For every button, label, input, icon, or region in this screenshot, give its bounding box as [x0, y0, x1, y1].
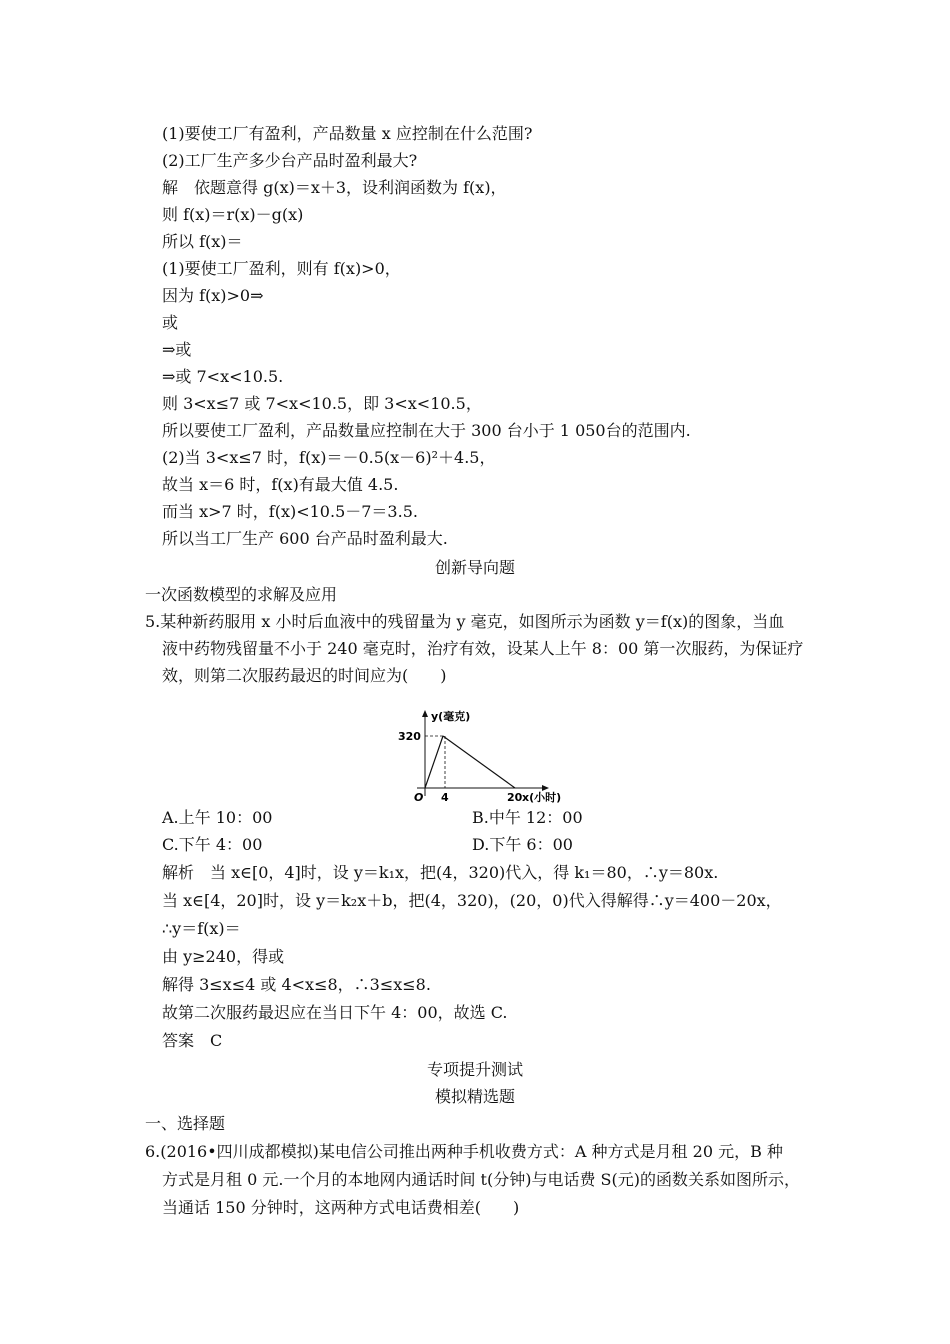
text-line: 或 [162, 313, 179, 332]
function-graph [395, 704, 562, 804]
answer-line: 答案 C [162, 1031, 223, 1050]
subsection-heading: 一次函数模型的求解及应用 [145, 585, 338, 604]
text-line: 所以要使工厂盈利，产品数量应控制在大于 300 台小于 1 050台的范围内. [162, 421, 691, 440]
question-text: 效，则第二次服药最迟的时间应为( ) [162, 666, 447, 685]
question-text: 6.(2016•四川成都模拟)某电信公司推出两种手机收费方式：A 种方式是月租 20 元，B 种 [145, 1142, 783, 1161]
x-tick-4: 4 [441, 791, 449, 804]
section-heading: 创新导向题 [434, 558, 515, 577]
section-heading: 模拟精选题 [434, 1087, 515, 1106]
graph-segment [425, 736, 443, 788]
text-line: 当 x∈[4，20]时，设 y＝k₂x＋b，把(4，320)，(20，0)代入得解得∴y＝400－20x， [162, 891, 782, 910]
text-line: ⇒或 7<x<10.5. [162, 367, 284, 386]
y-axis-arrow [422, 710, 428, 717]
text-line: (1)要使工厂有盈利，产品数量 x 应控制在什么范围? [162, 124, 533, 143]
option-a: A.上午 10：00 [162, 808, 273, 827]
text-line: 则 3<x≤7 或 7<x<10.5，即 3<x<10.5， [162, 394, 482, 413]
question-text: 5.某种新药服用 x 小时后血液中的残留量为 y 毫克，如图所示为函数 y＝f(x)的图象，当血 [145, 612, 785, 631]
text-line: ∴y＝f(x)＝ [162, 919, 241, 938]
text-line: 所以当工厂生产 600 台产品时盈利最大. [162, 529, 448, 548]
text-line: 而当 x>7 时，f(x)<10.5－7＝3.5. [162, 502, 418, 521]
x-axis-label: x(小时) [522, 791, 562, 804]
text-line: (2)当 3<x≤7 时，f(x)＝－0.5(x－6)²＋4.5， [162, 448, 496, 467]
text-line: 因为 f(x)>0⇒ [162, 286, 264, 305]
section-heading: 专项提升测试 [426, 1060, 523, 1079]
text-line: (2)工厂生产多少台产品时盈利最大? [162, 151, 418, 170]
option-c: C.下午 4：00 [162, 835, 263, 854]
option-d: D.下午 6：00 [472, 835, 573, 854]
graph-segment [443, 736, 515, 788]
text-line: (1)要使工厂盈利，则有 f(x)>0， [162, 259, 401, 278]
question-text: 液中药物残留量不小于 240 毫克时，治疗有效，设某人上午 8：00 第一次服药，为保证疗 [162, 639, 804, 658]
text-line: ⇒或 [162, 340, 192, 359]
text-line: 故第二次服药最迟应在当日下午 4：00，故选 C. [162, 1003, 508, 1022]
text-line: 故当 x＝6 时，f(x)有最大值 4.5. [162, 475, 399, 494]
origin-label: O [414, 791, 424, 804]
text-line: 解 依题意得 g(x)＝x＋3，设利润函数为 f(x)， [162, 178, 507, 197]
text-line: 解析 当 x∈[0，4]时，设 y＝k₁x，把(4，320)代入，得 k₁＝80，∴y＝80x. [162, 863, 719, 882]
y-tick-320: 320 [398, 730, 421, 743]
text-line: 则 f(x)＝r(x)－g(x) [162, 205, 304, 224]
text-line: 解得 3≤x≤4 或 4<x≤8，∴3≤x≤8. [162, 975, 431, 994]
text-line: 所以 f(x)＝ [162, 232, 243, 251]
graph-svg [395, 704, 562, 804]
question-text: 当通话 150 分钟时，这两种方式电话费相差( ) [162, 1198, 520, 1217]
y-axis-label: y(毫克) [431, 710, 471, 723]
text-line: 由 y≥240，得或 [162, 947, 285, 966]
question-text: 方式是月租 0 元.一个月的本地网内通话时间 t(分钟)与电话费 S(元)的函数关系如图所示， [162, 1170, 800, 1189]
subsection-heading: 一、选择题 [145, 1114, 226, 1133]
option-b: B.中午 12：00 [472, 808, 583, 827]
x-tick-20: 20 [507, 791, 523, 804]
